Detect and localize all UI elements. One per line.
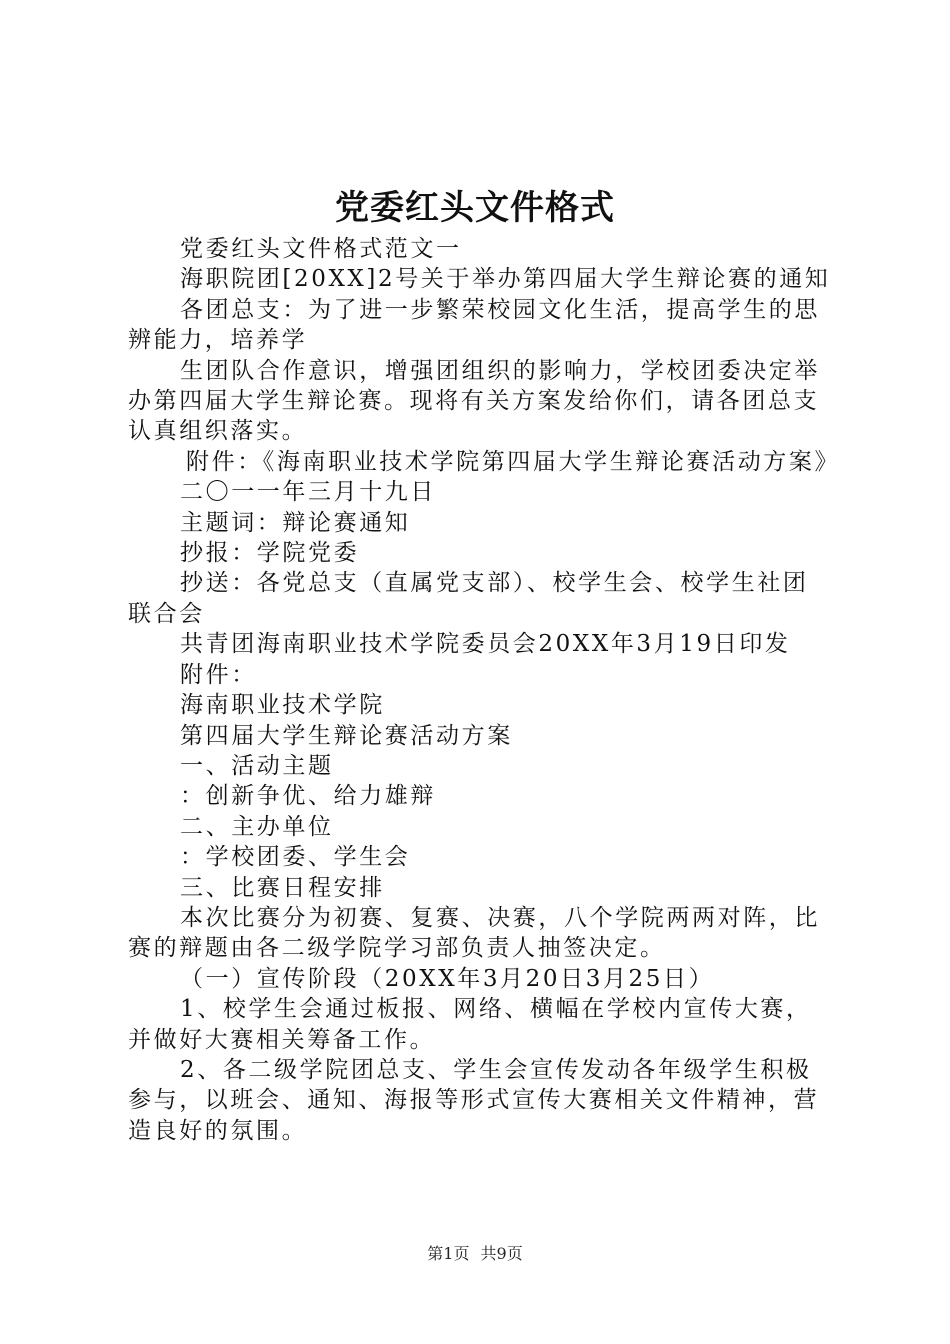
document-body [128, 234, 841, 1146]
page-number: 第1页 [427, 1244, 470, 1263]
paragraph: 二〇一一年三月十九日 [180, 479, 436, 506]
paragraph: 附件：《海南职业技术学院第四届大学生辩论赛活动方案》 [186, 448, 841, 475]
paragraph: 第四届大学生辩论赛活动方案 [180, 722, 513, 749]
paragraph: 三、比赛日程安排 [180, 874, 385, 901]
paragraph: ：创新争优、给力雄辩 [180, 783, 436, 810]
paragraph: 2、各二级学院团总支、学生会宣传发动各年级学生积极参与，以班会、通知、海报等形式宣传大赛相关文件精神，营造良好的氛围。 [128, 1056, 820, 1144]
document-title: 党委红头文件格式 [335, 188, 615, 228]
paragraph: 海南职业技术学院 [180, 692, 385, 719]
page-total: 共9页 [480, 1244, 523, 1263]
paragraph: 抄报：学院党委 [180, 540, 360, 567]
paragraph: 共青团海南职业技术学院委员会20XX年3月19日印发 [180, 631, 791, 658]
paragraph: 各团总支：为了进一步繁荣校园文化生活，提高学生的思辨能力，培养学 [128, 296, 820, 354]
paragraph: （一）宣传阶段（20XX年3月20日3月25日） [180, 965, 715, 992]
paragraph: 二、主办单位 [180, 813, 334, 840]
paragraph: 主题词：辩论赛通知 [180, 509, 411, 536]
paragraph: 抄送：各党总支（直属党支部）、校学生会、校学生社团联合会 [128, 570, 809, 627]
paragraph: 附件： [180, 661, 257, 688]
paragraph: 1、校学生会通过板报、网络、横幅在学校内宣传大赛，并做好大赛相关筹备工作。 [128, 996, 812, 1053]
paragraph: 一、活动主题 [180, 752, 334, 779]
paragraph: 海职院团[20XX]2号关于举办第四届大学生辩论赛的通知 [180, 266, 831, 293]
paragraph: 党委红头文件格式范文一 [180, 236, 462, 262]
paragraph: ：学校团委、学生会 [180, 844, 411, 871]
paragraph: 本次比赛分为初赛、复赛、决赛，八个学院两两对阵，比赛的辩题由各二级学院学习部负责人抽签决定。 [128, 904, 820, 962]
paragraph: 生团队合作意识，增强团组织的影响力，学校团委决定举办第四届大学生辩论赛。现将有关方案发给你们，请各团总支认真组织落实。 [128, 357, 820, 445]
page-footer [0, 1244, 950, 1264]
